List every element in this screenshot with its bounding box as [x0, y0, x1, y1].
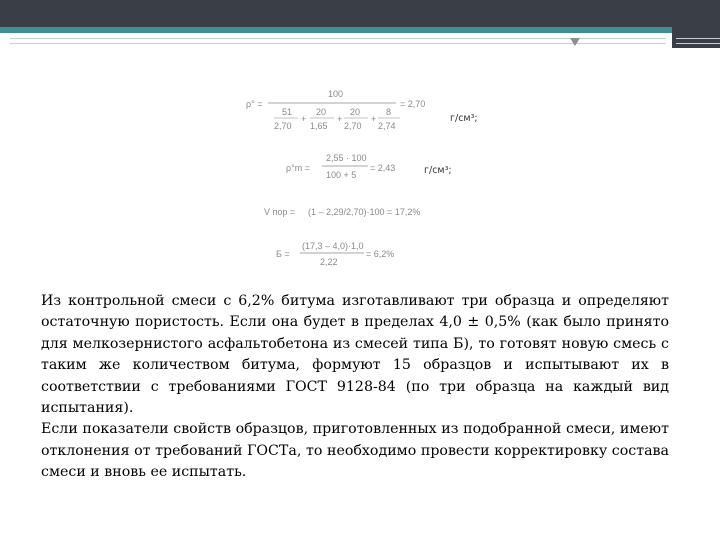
paragraph: Из контрольной смеси с 6,2% битума изготавливают три образца и определяют остаточную пористость. Если она будет в пределах 4,0 ± 0,5% (как было принято для мелкозернистого асфальтобетона из смесей типа Б), то готовят новую смесь с таким же количеством битума, формуют 15 образцов и испытывают их в соответствии с требованиями ГОСТ 9128-84 (по три образца на каждый вид испытания). — [41, 293, 669, 417]
formula1-unit: г/см³; — [450, 113, 478, 124]
header-bar — [0, 0, 720, 27]
formula1-den: 2,70 — [344, 121, 362, 131]
formula3-body: (1 – 2,29/2,70)·100 = 17,2% — [308, 207, 421, 217]
formula1-term: 20 — [350, 107, 361, 117]
divider-line — [10, 43, 666, 44]
formula4-result: = 6,2% — [366, 249, 395, 259]
formula-block — [240, 85, 500, 275]
formula1-prefix: ρ° = — [246, 99, 263, 109]
formula1-numerator: 100 — [328, 89, 344, 99]
formula1-result: = 2,70 — [400, 99, 426, 109]
formula1-term: 20 — [316, 107, 327, 117]
formula1-term: 8 — [386, 107, 392, 117]
formula2-denominator: 100 + 5 — [326, 170, 357, 180]
formula1-den: 2,74 — [378, 121, 396, 131]
svg-text:+: + — [371, 114, 377, 124]
divider-line — [676, 38, 720, 39]
formula2-prefix: ρ°m = — [286, 163, 310, 173]
formula4-denominator: 2,22 — [320, 257, 338, 267]
formula1-den: 2,70 — [274, 121, 292, 131]
formula2-unit: г/см³; — [424, 165, 452, 176]
paragraph: Если показатели свойств образцов, приготовленных из подобранной смеси, имеют отклонения от требований ГОСТа, то необходимо провести корректировку состава смеси и вновь ее испытать. — [41, 421, 669, 481]
divider-line — [10, 38, 666, 39]
formula1-term: 51 — [282, 107, 293, 117]
svg-text:+: + — [301, 114, 307, 124]
header-corner — [672, 0, 720, 48]
formula4-prefix: Б = — [276, 249, 290, 259]
formula-image — [240, 85, 500, 275]
triangle-marker-icon — [570, 38, 580, 46]
formula4-numerator: (17,3 – 4,0)·1,0 — [302, 241, 364, 251]
svg-text:+: + — [337, 114, 343, 124]
formula2-result: = 2,43 — [370, 163, 396, 173]
formula3-prefix: V пор = — [264, 207, 296, 217]
formula1-den: 1,65 — [310, 121, 328, 131]
body-text — [41, 291, 669, 484]
formula2-numerator: 2,55 · 100 — [326, 153, 367, 163]
divider-line — [676, 43, 720, 44]
header-accent-line — [0, 27, 672, 33]
